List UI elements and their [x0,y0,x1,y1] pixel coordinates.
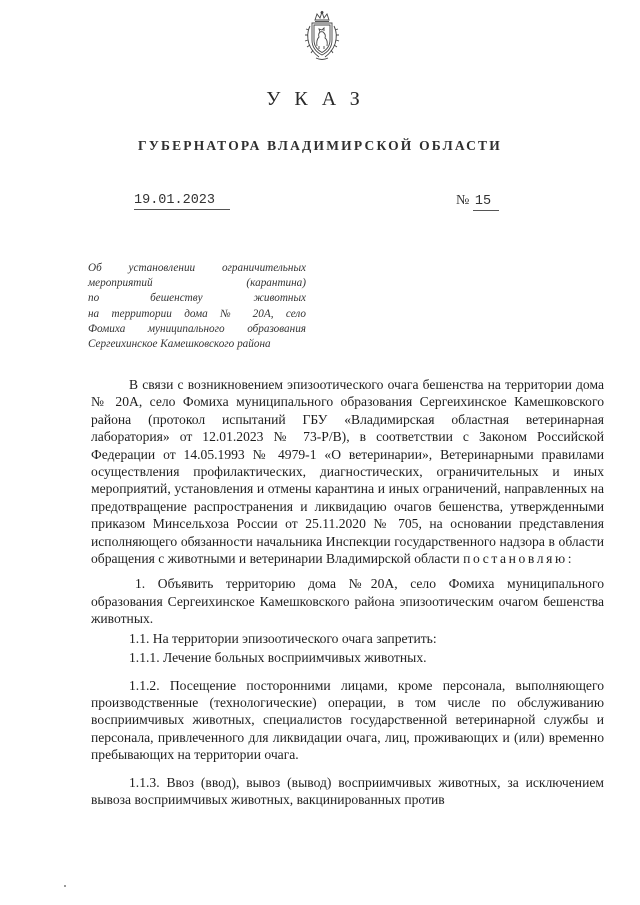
number-value: 15 [473,194,499,211]
document-number [456,193,512,209]
subject-line: мероприятий (карантина) [88,277,306,290]
item-1-1-1: 1.1.1. Лечение больных восприимчивых животных. [129,650,427,666]
item-1-1-3: 1.1.3. Ввоз (ввод), вывоз (вывод) восприимчивых животных, за исключением вывоза восприимчивых животных, вакцинированных против [91,774,604,807]
preamble-paragraph [91,376,604,567]
subject-line: на территории дома № 20А, село [88,307,306,320]
subject-line: Об установлении ограничительных [88,262,306,274]
preamble-text: В связи с возникновением эпизоотического очага бешенства на территории дома № 20А, село Фомиха муниципального образования Сергеихинское Камешковского района (протокол испытаний ГБУ «Владимирская областная ветеринарная лаборатория» от 12.01.2023 № 73-Р/В), в соответствии с Законом Российской Федерации от 14.05.1993 № 4979-1 «О ветеринарии», Ветеринарными правилами осуществления профилактических, диагностических, ограничительных и иных мероприятий, установления и отмены карантина и иных ограничений, направленных на предотвращение распространения и ликвидацию очагов бешенства, утвержденными приказом Минсельхоза России от 25.11.2020 № 705, на основании представления исполняющего обязанности начальника Инспекции государственного надзора в области обращения с животными и ветеринарии Владимирской области [91,377,604,567]
decree-word: постановляю: [463,551,575,567]
scan-speck [64,885,66,887]
item-1-1-2: 1.1.2. Посещение посторонними лицами, кроме персонала, выполняющего производственные (технологические) операции, в том числе по обслуживанию восприимчивых животных, специалистов государственной ветеринарной службы и персонала, привлеченного для ликвидации очага, лиц, проживающих и (или) временно пребывающих на территории очага. [91,677,604,763]
subject-line: Сергеихинское Камешковского района [88,338,271,351]
subject-line: Фомиха муниципального образования [88,322,306,335]
document-body [91,376,604,808]
document-date: 19.01.2023 [134,193,230,210]
number-prefix: № [456,193,470,208]
coat-of-arms-icon [302,10,342,62]
item-1: 1. Объявить территорию дома №20А, село Фомиха муниципального образования Сергеихинское Камешковского района эпизоотическим очагом бешенства животных. [91,576,604,627]
subject-line: по бешенству животных [88,292,306,305]
document-subtitle: ГУБЕРНАТОРА ВЛАДИМИРСКОЙ ОБЛАСТИ [138,138,502,153]
document-subject [88,261,306,352]
item-1-1: 1.1. На территории эпизоотического очага запретить: [129,630,437,646]
document-title: УКАЗ [266,88,374,110]
